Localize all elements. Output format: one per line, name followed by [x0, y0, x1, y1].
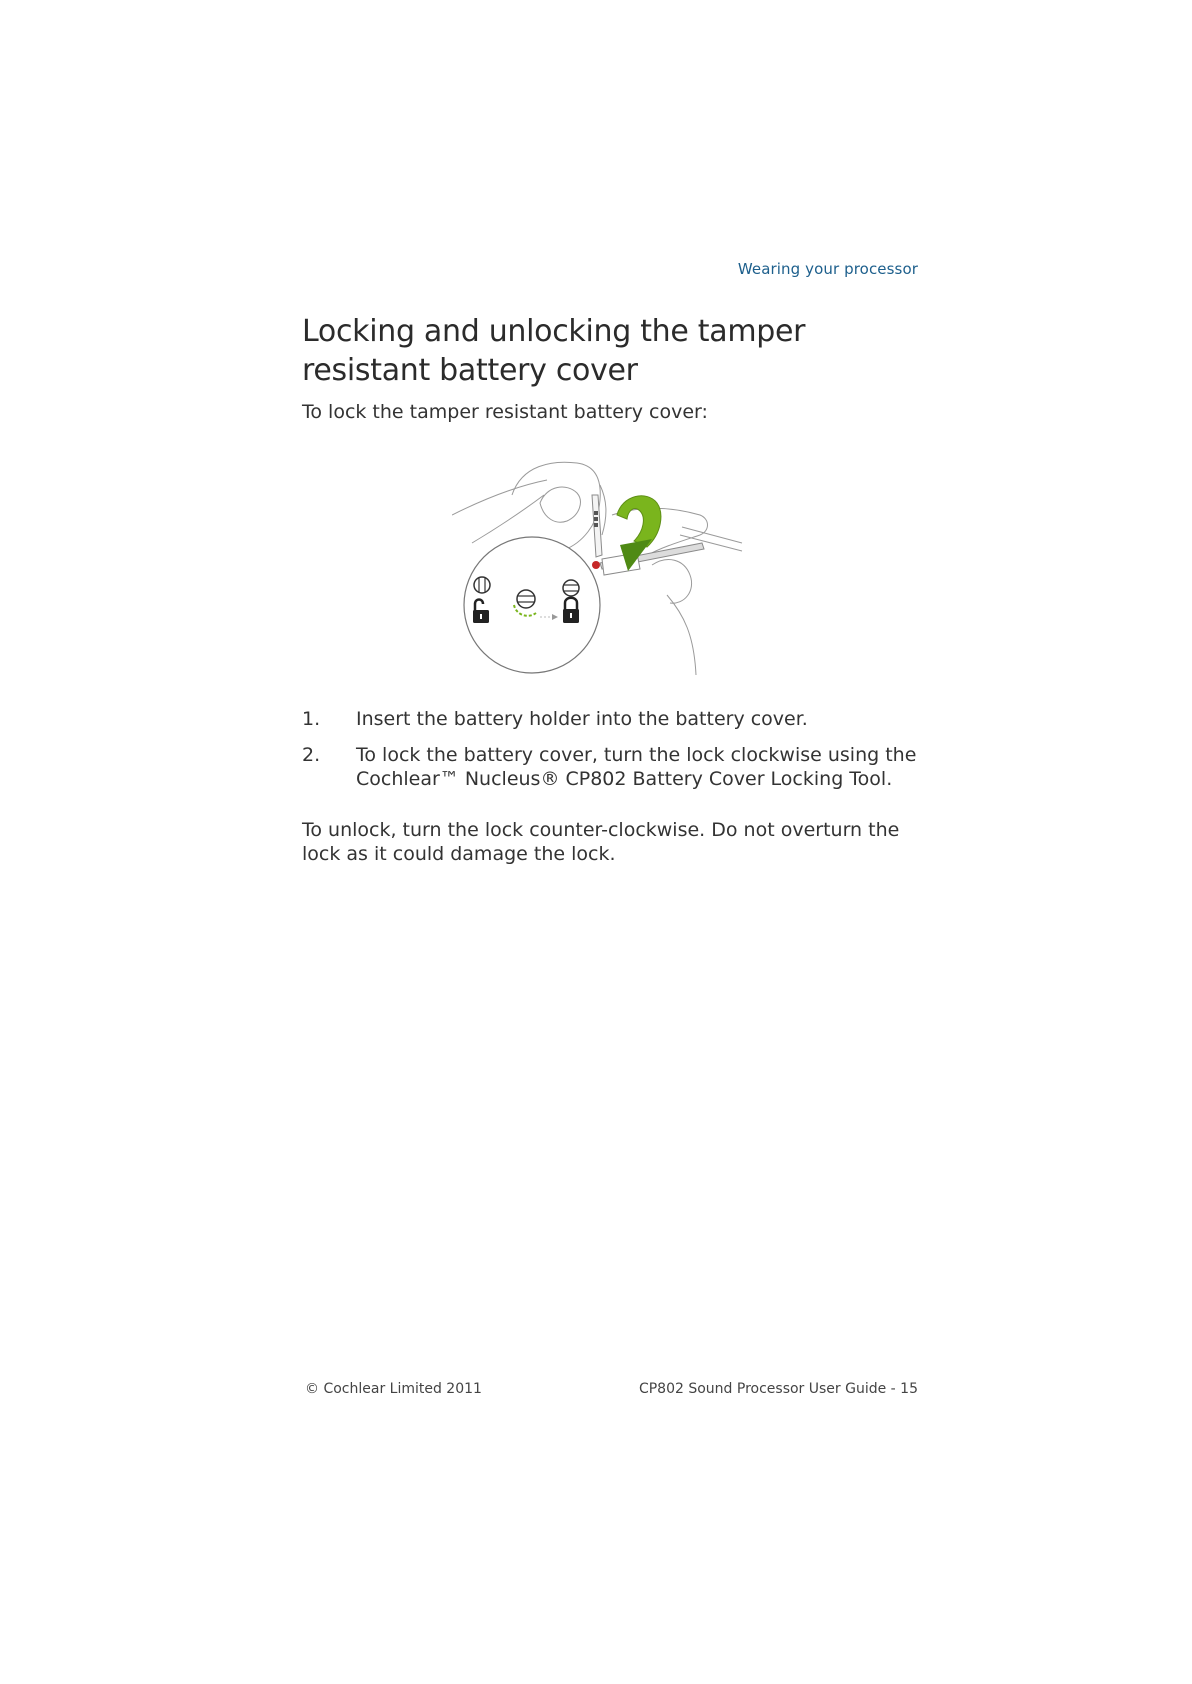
- step-number: 2.: [302, 744, 321, 766]
- step-text: To lock the battery cover, turn the lock clockwise using the Cochlear™ Nucleus® CP802 Battery Cover Locking Tool.: [356, 744, 917, 790]
- intro-text: To lock the tamper resistant battery cover:: [302, 401, 708, 423]
- instruction-steps: [302, 707, 922, 803]
- footer-copyright: © Cochlear Limited 2011: [305, 1381, 482, 1397]
- step-number: 1.: [302, 708, 321, 730]
- locking-illustration: [452, 455, 752, 680]
- unlock-note: To unlock, turn the lock counter-clockwise. Do not overturn the lock as it could damage the lock.: [302, 819, 900, 865]
- footer-guide-page: CP802 Sound Processor User Guide - 15: [638, 1381, 918, 1397]
- list-item: [302, 707, 922, 731]
- page-title: Locking and unlocking the tamper resistant battery cover: [302, 314, 806, 388]
- list-item: [302, 743, 922, 791]
- lock-detail-inset: [464, 537, 600, 673]
- step-text: Insert the battery holder into the battery cover.: [356, 708, 808, 730]
- section-header: Wearing your processor: [737, 260, 918, 278]
- locking-tool-illustration: [452, 455, 752, 680]
